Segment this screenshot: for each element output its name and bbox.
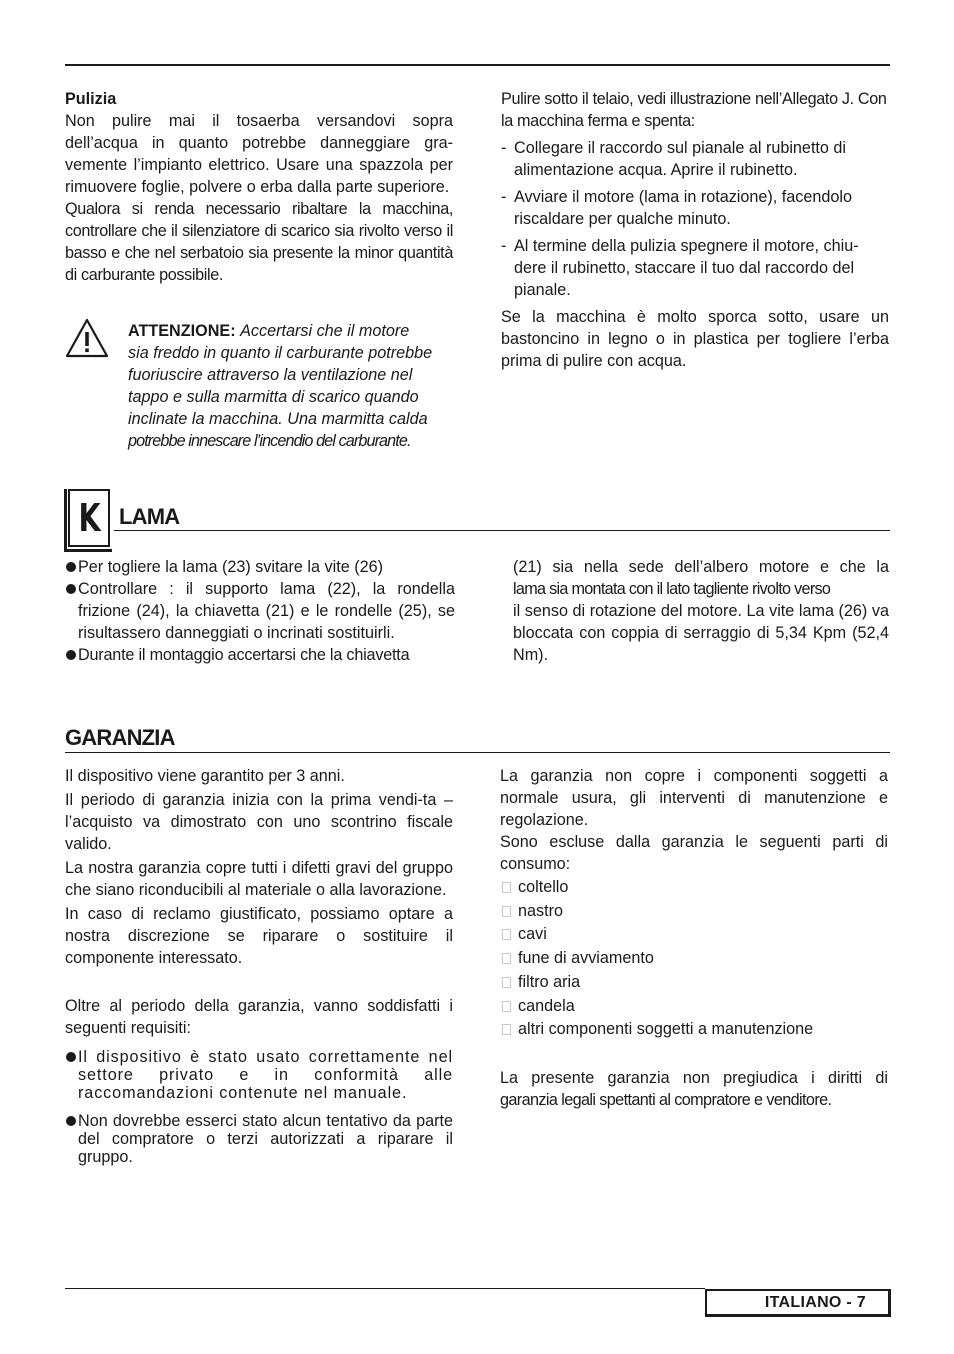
lama-bullet: Per togliere la lama (23) svitare la vite (26): [65, 556, 455, 578]
garanzia-rule: [65, 752, 890, 753]
cleaning-step-text: Collegare il raccordo sul pianale al rubinetto di alimentazione acqua. Aprire il rubinetto.: [514, 139, 847, 179]
warning-line-3: fuoriuscire attraverso la ventilazione nel: [128, 366, 413, 384]
empty-box-icon: [502, 1024, 511, 1035]
garanzia-paragraph-2: Il periodo di garanzia inizia con la prima vendi-ta – l’acquisto va dimostrato con uno scontrino fiscale valido.: [65, 791, 453, 853]
garanzia-paragraph-4: In caso di reclamo giustificato, possiamo optare a nostra discrezione se riparare o sostituire il componente interessato.: [65, 905, 453, 967]
lama-left-column: [65, 556, 455, 666]
empty-box-icon: [502, 882, 511, 893]
warning-line-6: potrebbe innescare l’incendio del carburante.: [128, 432, 411, 450]
page-number-label: ITALIANO - 7: [764, 1294, 866, 1311]
empty-box-icon: [502, 906, 511, 917]
empty-box-icon: [502, 929, 511, 940]
warning-label: ATTENZIONE:: [128, 322, 236, 340]
warning-triangle-icon: [64, 317, 110, 359]
consumable-part-item: cavi: [500, 923, 888, 947]
top-rule: [65, 64, 890, 66]
lama-continued-line-1: (21) sia nella sede dell’albero motore e che la: [513, 558, 889, 576]
consumable-part-item: coltello: [500, 876, 888, 900]
consumable-part-item: filtro aria: [500, 971, 888, 995]
cleaning-right-outro: Se la macchina è molto sporca sotto, usare un bastoncino in legno o in plastica per togliere l’erba prima di pulire con acqua.: [501, 308, 889, 370]
section-tab-box: [68, 489, 110, 547]
bullet-icon: [66, 1052, 76, 1062]
bottom-rule: [65, 1288, 705, 1289]
cleaning-step: [501, 186, 889, 230]
cleaning-step-text: Avviare il motore (lama in rotazione), facendolo riscaldare per qualche minuto.: [514, 188, 853, 228]
lama-continued-line-2: lama sia montata con il lato tagliente rivolto verso: [513, 580, 831, 598]
page-footer-label: [705, 1289, 891, 1317]
consumable-part-item: altri componenti soggetti a manutenzione: [500, 1018, 888, 1042]
cleaning-heading: Pulizia: [65, 90, 117, 108]
consumable-part-item: fune di avviamento: [500, 947, 888, 971]
cleaning-left-column: [65, 88, 453, 286]
dash-marker: -: [501, 188, 507, 206]
lama-title: LAMA: [119, 504, 180, 529]
bullet-icon: [66, 584, 76, 594]
garanzia-right-paragraph-2: Sono escluse dalla garanzia le seguenti parti di consumo:: [500, 833, 888, 873]
garanzia-paragraph-3: La nostra garanzia copre tutti i difetti gravi del gruppo che siano riconducibili al materiale o alla lavorazione.: [65, 859, 453, 899]
garanzia-paragraph-5: Oltre al periodo della garanzia, vanno soddisfatti i seguenti requisiti:: [65, 997, 453, 1037]
warning-line-2: sia freddo in quanto il carburante potrebbe: [128, 344, 433, 362]
lama-rule: [114, 530, 890, 531]
garanzia-left-column: [65, 765, 453, 1166]
dash-marker: -: [501, 139, 507, 157]
cleaning-paragraph-2: Qualora si renda necessario ribaltare la macchina, controllare che il silenziatore di scarico sia rivolto verso il basso e che nel serbatoio sia presente la minor quantità di carburante possibile.: [65, 200, 453, 284]
section-tab-shadow: [64, 489, 67, 552]
lama-bullet: Controllare : il supporto lama (22), la rondella frizione (24), la chiavetta (21) e le rondelle (25), se risultassero danneggiati o incrinati sostituirli.: [65, 578, 455, 644]
cleaning-right-column: [501, 88, 889, 372]
bullet-icon: [66, 1116, 76, 1126]
cleaning-paragraph-1: Non pulire mai il tosaerba versandovi sopra dell’acqua in quanto potrebbe danneggiare gra-vemente l’impianto elettrico. Usare una spazzola per rimuovere foglie, polvere o erba dalla parte superiore.: [65, 112, 453, 196]
warning-text: [128, 320, 463, 452]
consumable-part-item: candela: [500, 995, 888, 1019]
lama-bullet: Durante il montaggio accertarsi che la chiavetta: [65, 644, 455, 666]
bullet-icon: [66, 562, 76, 572]
warning-line-4: tappo e sulla marmitta di scarico quando: [128, 388, 419, 406]
cleaning-step-text: Al termine della pulizia spegnere il motore, chiu-dere il rubinetto, staccare il tuo dal raccordo del pianale.: [514, 237, 859, 299]
cleaning-right-intro: Pulire sotto il telaio, vedi illustrazione nell’Allegato J. Con la macchina ferma e spenta:: [501, 90, 887, 130]
garanzia-right-paragraph-1: La garanzia non copre i componenti soggetti a normale usura, gli interventi di manutenzione e regolazione.: [500, 767, 888, 829]
section-tab-shadow-bottom: [64, 549, 112, 552]
dash-marker: -: [501, 237, 507, 255]
garanzia-title: GARANZIA: [65, 725, 175, 750]
cleaning-step: [501, 137, 889, 181]
cleaning-step: [501, 235, 889, 301]
garanzia-paragraph-1: Il dispositivo viene garantito per 3 anni.: [65, 767, 345, 785]
bullet-icon: [66, 650, 76, 660]
empty-box-icon: [502, 977, 511, 988]
consumable-part-item: nastro: [500, 900, 888, 924]
warning-line-5: inclinate la macchina. Una marmitta calda: [128, 410, 428, 428]
lama-right-column: [513, 556, 889, 666]
lama-continued-rest: il senso di rotazione del motore. La vite lama (26) va bloccata con coppia di serraggio di 5,34 Kpm (52,4 Nm).: [513, 602, 889, 664]
section-tab-k: [64, 489, 112, 552]
garanzia-right-column: [500, 765, 888, 1111]
empty-box-icon: [502, 1001, 511, 1012]
garanzia-requirement: Non dovrebbe esserci stato alcun tentativo da parte del compratore o terzi autorizzati a riparare il gruppo.: [65, 1112, 453, 1166]
section-tab-letter: K: [78, 496, 100, 540]
warning-line-1: ATTENZIONE: Accertarsi che il motore: [128, 322, 410, 340]
garanzia-requirement: Il dispositivo è stato usato correttamente nel settore privato e in conformità alle raccomandazioni contenute nel manuale.: [65, 1048, 453, 1102]
garanzia-right-paragraph-3: La presente garanzia non pregiudica i diritti di garanzia legali spettanti al compratore e venditore.: [500, 1068, 888, 1109]
empty-box-icon: [502, 953, 511, 964]
